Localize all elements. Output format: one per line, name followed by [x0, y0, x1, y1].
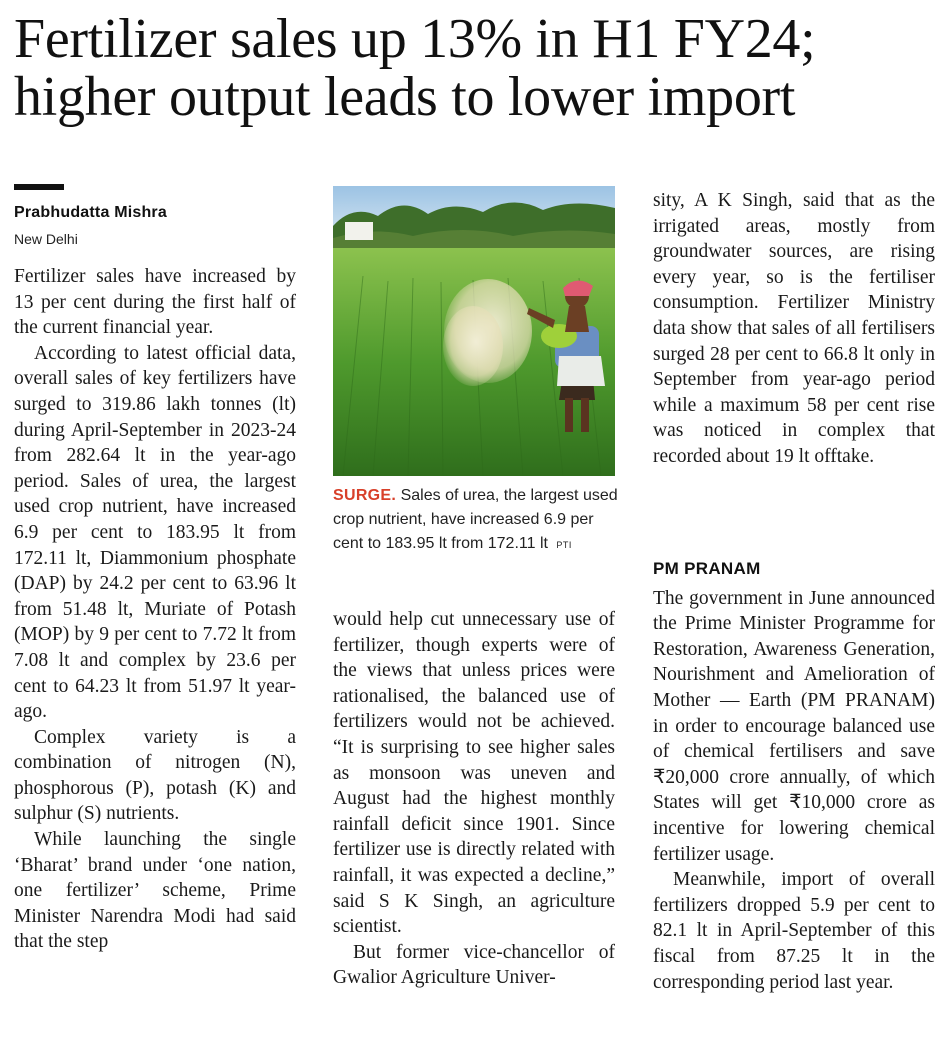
headline-line-1: Fertilizer sales up 13% in H1 FY24;	[14, 8, 816, 70]
caption-text: Sales of urea, the largest used crop nutrient, have increased 6.9 per cent to 183.95 lt from 172.11 lt	[333, 487, 618, 552]
author-name: Prabhudatta Mishra	[14, 204, 167, 221]
paragraph: According to latest official data, overall sales of key fertilizers have surged to 319.86 lakh tonnes (lt) during April-September in 2023-24 from 282.64 lt in the year-ago period. Sales of urea, the largest used crop nutrient, have increased 6.9 per cent to 183.95 lt from 172.11 lt, Diammonium phosphate (DAP) by 24.2 per cent to 63.96 lt from 51.48 lt, Muriate of Potash (MOP) by 9 per cent to 7.72 lt from 7.08 lt and complex by 23.6 per cent to 64.23 lt from 51.97 lt year-ago.	[14, 342, 296, 723]
paragraph: But former vice-chancellor of Gwalior Agriculture Univer-	[333, 941, 615, 989]
byline-rule	[14, 184, 64, 190]
caption-kicker: SURGE.	[333, 487, 397, 504]
photo-credit: PTI	[556, 540, 572, 550]
article-column-3	[653, 188, 935, 506]
paragraph: Fertilizer sales have increased by 13 per cent during the first half of the current financial year.	[14, 266, 296, 339]
paragraph: sity, A K Singh, said that as the irrigated areas, mostly from groundwater sources, are rising every year, so is the fertiliser consumption. Fertilizer Ministry data show that sales of all fertilisers surged 28 per cent to 66.8 lt only in September from year-ago period while a maximum 58 per cent rise was noticed in complex that recorded about 19 lt offtake.	[653, 190, 935, 467]
news-photo-farmer-spreading-fertilizer	[333, 186, 615, 476]
headline	[14, 10, 934, 126]
paragraph: While launching the single ‘Bharat’ brand under ‘one nation, one fertilizer’ scheme, Prime Minister Narendra Modi had said that the step	[14, 829, 296, 953]
section-subhead: PM PRANAM	[653, 559, 761, 578]
paragraph: Complex variety is a combination of nitrogen (N), phosphorous (P), potash (K) and sulphur (S) nutrients.	[14, 726, 296, 825]
article-column-3-section	[653, 556, 935, 1064]
paragraph: Meanwhile, import of overall fertilizers dropped 5.9 per cent to 82.1 lt in April-September of this fiscal from 87.25 lt in the corresponding period last year.	[653, 869, 935, 993]
article-column-1	[14, 264, 296, 1064]
headline-line-2: higher output leads to lower import	[14, 66, 796, 128]
dateline: New Delhi	[14, 231, 78, 247]
paragraph: would help cut unnecessary use of fertilizer, though experts were of the views that unless prices were rationalised, the balanced use of fertilizers would not be achieved. “It is surprising to see higher sales as monsoon was uneven and August had the highest monthly rainfall deficit since 1901. Since fertilizer use is directly related with rainfall, it was expected a decline,” said S K Singh, an agriculture scientist.	[333, 609, 615, 938]
photo-caption	[333, 484, 618, 557]
article-column-2	[333, 607, 615, 1064]
paragraph: The government in June announced the Prime Minister Programme for Restoration, Awareness Generation, Nourishment and Amelioration of Mother — Earth (PM PRANAM) in order to encourage balanced use of chemical fertilisers and save ₹20,000 crore annually, of which States will get ₹10,000 crore as incentive for lowering chemical fertilizer usage.	[653, 587, 935, 865]
